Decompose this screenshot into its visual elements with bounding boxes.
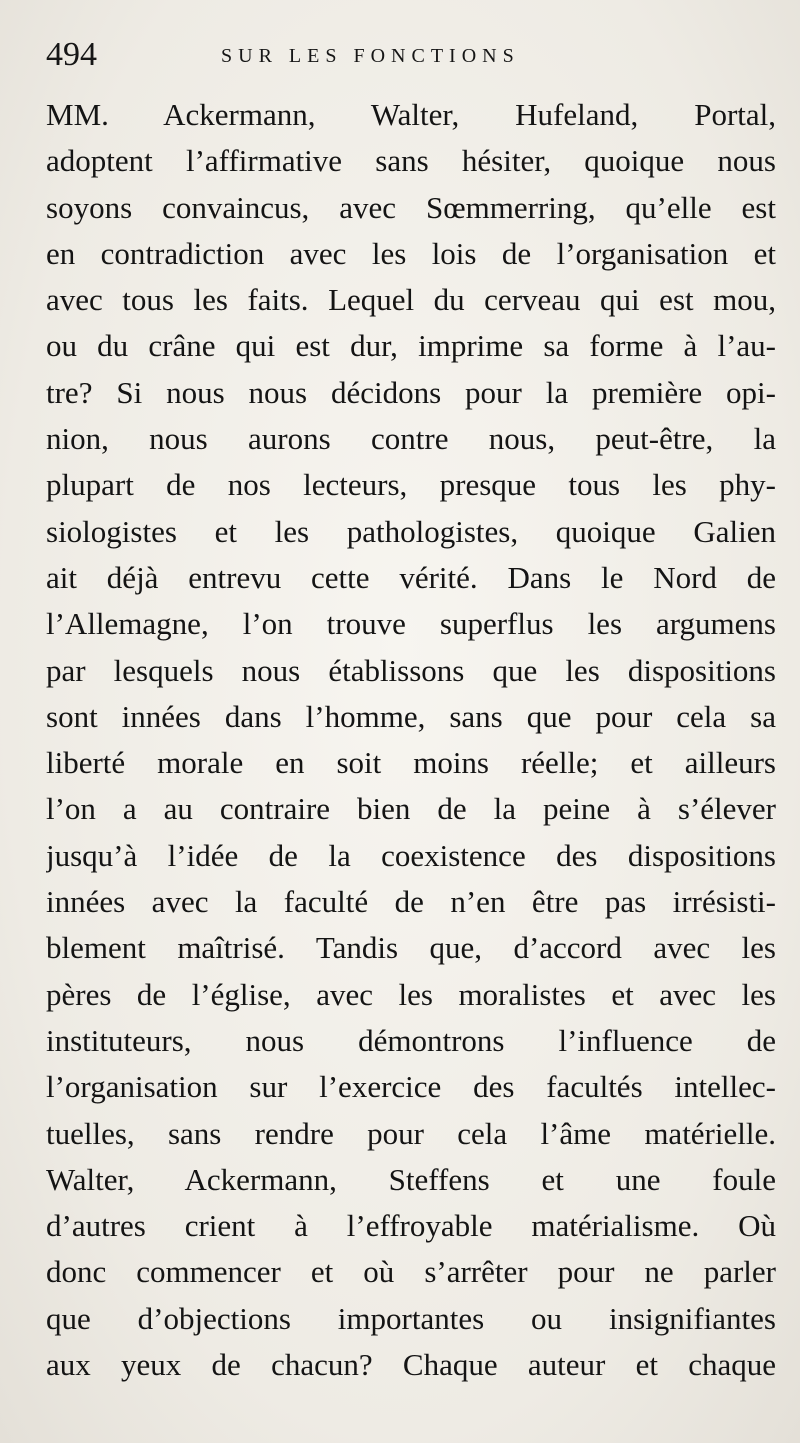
- text-line: nion, nous aurons contre nous, peut-être, la: [46, 421, 776, 457]
- text-line: instituteurs, nous démontrons l’influence de: [46, 1022, 776, 1058]
- text-line: que d’objections importantes ou insignifiantes: [46, 1300, 776, 1336]
- page-header: [46, 36, 770, 86]
- text-line: liberté morale en soit moins réelle; et ailleurs: [46, 745, 776, 781]
- text-line: blement maîtrisé. Tandis que, d’accord avec les: [46, 930, 776, 966]
- text-line: aux yeux de chacun? Chaque auteur et chaque: [46, 1347, 776, 1383]
- text-line: l’organisation sur l’exercice des facultés intellec-: [46, 1069, 776, 1105]
- text-line: adoptent l’affirmative sans hésiter, quoique nous: [46, 143, 776, 179]
- text-line: pères de l’église, avec les moralistes et avec les: [46, 976, 776, 1012]
- text-line: soyons convaincus, avec Sœmmerring, qu’elle est: [46, 189, 776, 225]
- text-line: MM. Ackermann, Walter, Hufeland, Portal,: [46, 97, 776, 132]
- text-line: tre? Si nous nous décidons pour la première opi-: [46, 374, 776, 410]
- text-line: l’Allemagne, l’on trouve superflus les argumens: [46, 606, 776, 642]
- body-text: [46, 92, 776, 1388]
- text-line: innées avec la faculté de n’en être pas irrésisti-: [46, 884, 776, 920]
- text-line: jusqu’à l’idée de la coexistence des dispositions: [46, 837, 776, 873]
- text-line: siologistes et les pathologistes, quoique Galien: [46, 513, 776, 549]
- text-line: d’autres crient à l’effroyable matérialisme. Où: [46, 1208, 776, 1244]
- text-line: ait déjà entrevu cette vérité. Dans le Nord de: [46, 559, 776, 595]
- page-number: 494: [46, 36, 97, 73]
- text-line: tuelles, sans rendre pour cela l’âme matérielle.: [46, 1115, 776, 1151]
- text-line: ou du crâne qui est dur, imprime sa forme à l’au-: [46, 328, 776, 364]
- text-line: donc commencer et où s’arrêter pour ne parler: [46, 1254, 776, 1290]
- text-line: l’on a au contraire bien de la peine à s’élever: [46, 791, 776, 827]
- text-line: par lesquels nous établissons que les dispositions: [46, 652, 776, 688]
- text-line: Walter, Ackermann, Steffens et une foule: [46, 1161, 776, 1197]
- running-head: SUR LES FONCTIONS: [221, 45, 520, 67]
- text-line: avec tous les faits. Lequel du cerveau qui est mou,: [46, 282, 776, 318]
- text-line: plupart de nos lecteurs, presque tous les phy-: [46, 467, 776, 503]
- text-line: en contradiction avec les lois de l’organisation et: [46, 235, 776, 271]
- text-line: sont innées dans l’homme, sans que pour cela sa: [46, 698, 776, 734]
